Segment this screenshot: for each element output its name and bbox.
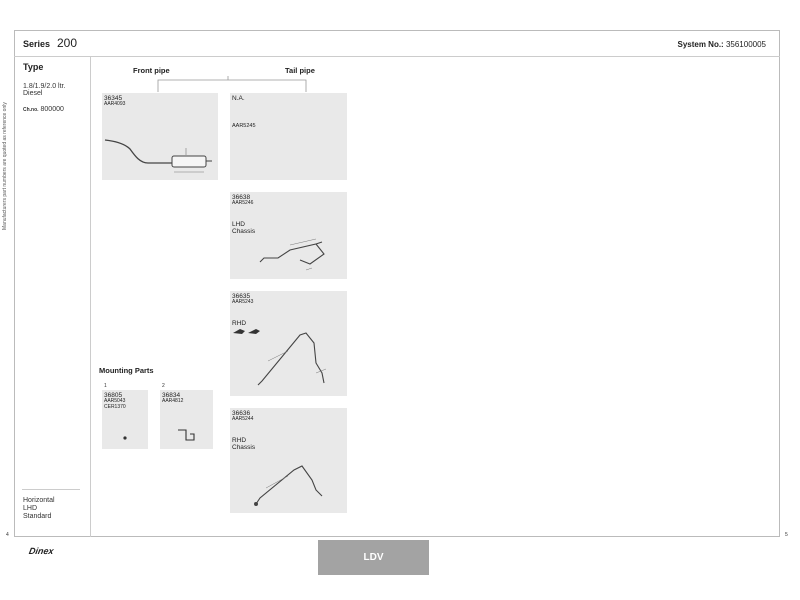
part-number: N.A.: [232, 95, 245, 102]
part-ref: AAR5043: [104, 398, 126, 404]
config-line: LHD: [23, 505, 38, 512]
part-ref: AAR4812: [162, 398, 184, 404]
config-divider: [22, 489, 80, 490]
part-number: 36805: [104, 392, 123, 399]
part-ref: AAR5246: [232, 200, 254, 206]
page-number-right: 5: [785, 532, 788, 538]
vertical-note: [2, 60, 12, 230]
mounting-part-drawing-1: [102, 390, 148, 449]
series-number: 200: [57, 36, 78, 50]
front-pipe-heading: Front pipe: [133, 66, 170, 75]
part-ref: AAR5245: [232, 123, 256, 129]
column-bracket: [150, 76, 320, 92]
chassis-value: 800000: [40, 106, 64, 113]
vertical-note-text: Manufacturers part numbers are quoted as reference only: [2, 102, 8, 230]
tail-pipe-card-1[interactable]: [230, 192, 347, 279]
chassis-number: [23, 106, 64, 113]
system-label: System No.:: [677, 40, 724, 49]
dinex-logo: Dinex: [28, 546, 55, 556]
front-pipe-drawing: [102, 93, 218, 180]
mount-index: 2: [162, 383, 165, 389]
mounting-part-card-2[interactable]: [160, 390, 213, 449]
part-number: 36638: [232, 194, 251, 201]
tail-pipe-card-3[interactable]: [230, 408, 347, 513]
engine-size: 1.8/1.9/2.0 ltr.: [23, 83, 66, 90]
fuel-type: Diesel: [23, 90, 43, 97]
page-number-left: 4: [6, 532, 9, 538]
mount-index: 1: [104, 383, 107, 389]
tail-pipe-card-2[interactable]: [230, 291, 347, 396]
tail-pipe-drawing-2: [230, 291, 347, 396]
part-number: 36636: [232, 410, 251, 417]
series-label: Series: [23, 39, 51, 49]
part-note: LHD: [232, 221, 246, 228]
config-line: Standard: [23, 513, 52, 520]
part-note: Chassis: [232, 228, 256, 235]
chassis-label: Ch.no.: [23, 107, 39, 113]
part-note: RHD: [232, 437, 247, 444]
ldv-label: LDV: [363, 552, 384, 563]
mounting-parts-heading: Mounting Parts: [99, 366, 154, 375]
ldv-tab[interactable]: [318, 540, 429, 575]
part-ref: AAR5244: [232, 416, 254, 422]
part-number: 36834: [162, 392, 181, 399]
part-ref: AAR4093: [104, 101, 126, 107]
part-note: RHD: [232, 320, 247, 327]
part-ref: CER1370: [104, 404, 126, 410]
tail-pipe-heading: Tail pipe: [285, 66, 315, 75]
type-heading: Type: [23, 62, 44, 72]
system-number: [677, 40, 766, 49]
mounting-part-drawing-2: [160, 390, 213, 449]
tail-pipe-na-card[interactable]: [230, 93, 347, 180]
system-value: 356100005: [725, 40, 766, 49]
mounting-part-card-1[interactable]: [102, 390, 148, 449]
front-pipe-card[interactable]: [102, 93, 218, 180]
config-line: Horizontal: [23, 497, 55, 504]
part-ref: AAR5243: [232, 299, 254, 305]
part-note: Chassis: [232, 444, 256, 451]
part-number: 36635: [232, 293, 251, 300]
tail-pipe-drawing-1: [230, 192, 347, 279]
header-divider: [14, 56, 780, 57]
tail-pipe-drawing-3: [230, 408, 347, 513]
column-divider: [90, 56, 91, 537]
part-number: 36345: [104, 95, 123, 102]
